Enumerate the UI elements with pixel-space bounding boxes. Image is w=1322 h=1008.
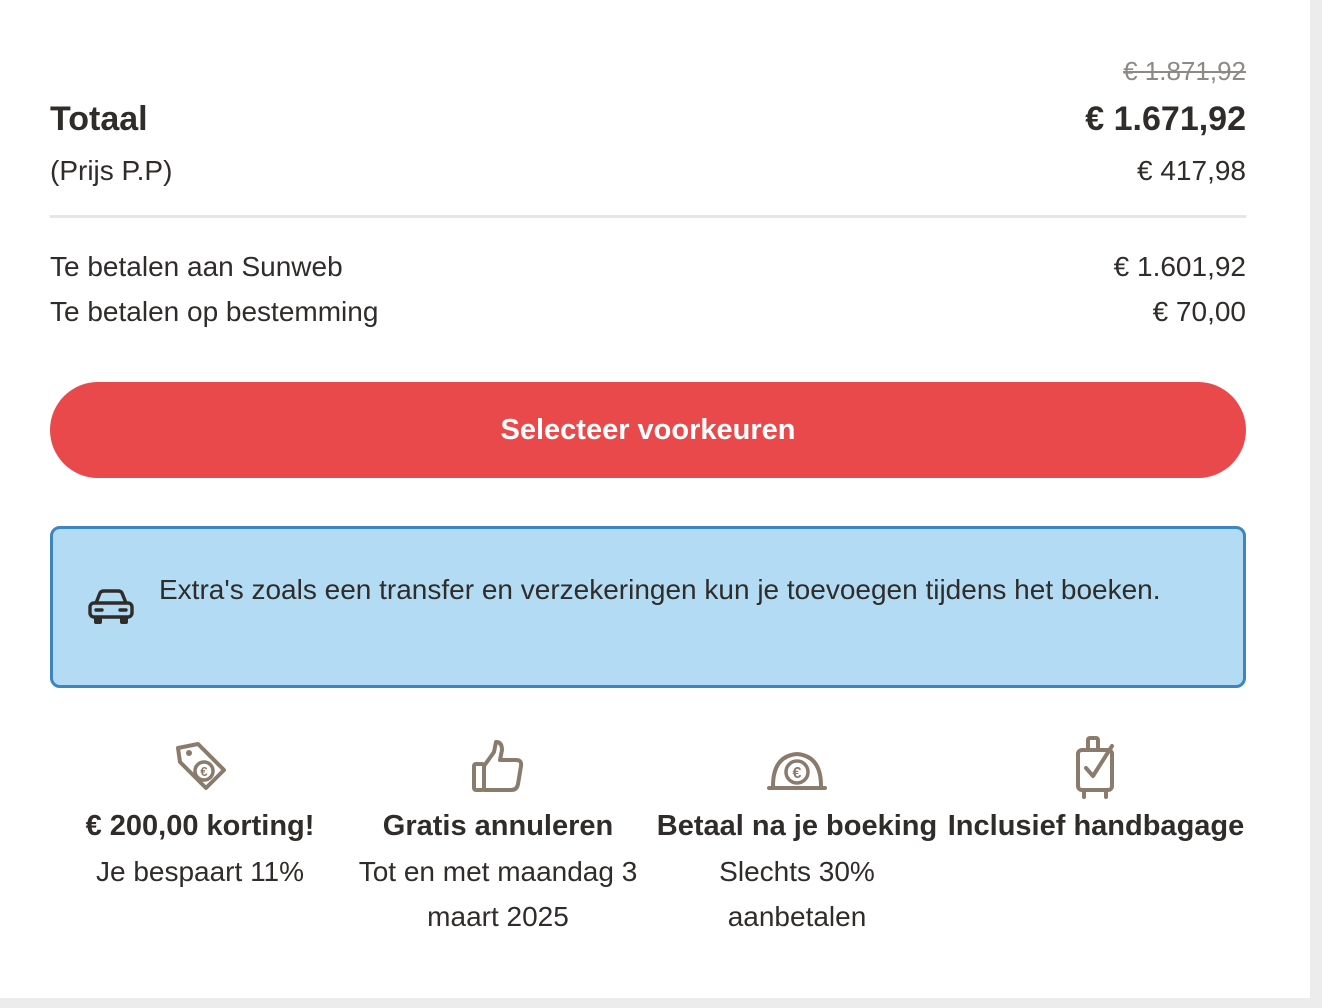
usp-discount-title: € 200,00 korting! bbox=[85, 810, 315, 842]
pay-destination-value: € 70,00 bbox=[1152, 296, 1246, 327]
pay-destination-label: Te betalen op bestemming bbox=[50, 296, 379, 327]
extras-info-box bbox=[50, 526, 1246, 688]
pay-sunweb-value: € 1.601,92 bbox=[1113, 251, 1246, 282]
usp-pay-later bbox=[647, 736, 947, 939]
extras-info-text: Extra's zoals een transfer en verzekeringen kun je toevoegen tijdens het boeken. bbox=[159, 574, 1161, 605]
per-person-price: € 417,98 bbox=[1137, 155, 1246, 186]
car-icon bbox=[87, 587, 135, 627]
usp-free-cancellation-title: Gratis annuleren bbox=[382, 810, 614, 842]
svg-text:€: € bbox=[792, 765, 802, 782]
right-edge-border bbox=[1310, 0, 1322, 1008]
discount-tag-icon bbox=[170, 736, 230, 800]
euro-coin-icon bbox=[767, 736, 827, 800]
divider bbox=[50, 215, 1246, 218]
original-price: € 1.871,92 bbox=[1123, 56, 1246, 86]
per-person-label: (Prijs P.P) bbox=[50, 155, 173, 186]
total-price: € 1.671,92 bbox=[1085, 100, 1246, 138]
usp-free-cancellation bbox=[348, 736, 648, 939]
thumbs-up-icon bbox=[468, 736, 528, 800]
usp-hand-luggage bbox=[946, 736, 1246, 849]
pay-sunweb-label: Te betalen aan Sunweb bbox=[50, 251, 343, 282]
usp-discount-sub: Je bespaart 11% bbox=[95, 856, 305, 887]
total-label: Totaal bbox=[50, 100, 148, 138]
svg-text:€: € bbox=[200, 764, 208, 779]
usp-free-cancellation-sub: Tot en met maandag 3 maart 2025 bbox=[358, 856, 638, 932]
usp-pay-later-sub: Slechts 30% aanbetalen bbox=[719, 856, 875, 932]
select-preferences-button[interactable]: Selecteer voorkeuren bbox=[50, 382, 1246, 478]
usp-discount bbox=[50, 736, 350, 894]
usp-hand-luggage-title: Inclusief handbagage bbox=[947, 810, 1245, 842]
usp-pay-later-title: Betaal na je boeking bbox=[656, 810, 938, 842]
suitcase-check-icon bbox=[1066, 736, 1126, 800]
